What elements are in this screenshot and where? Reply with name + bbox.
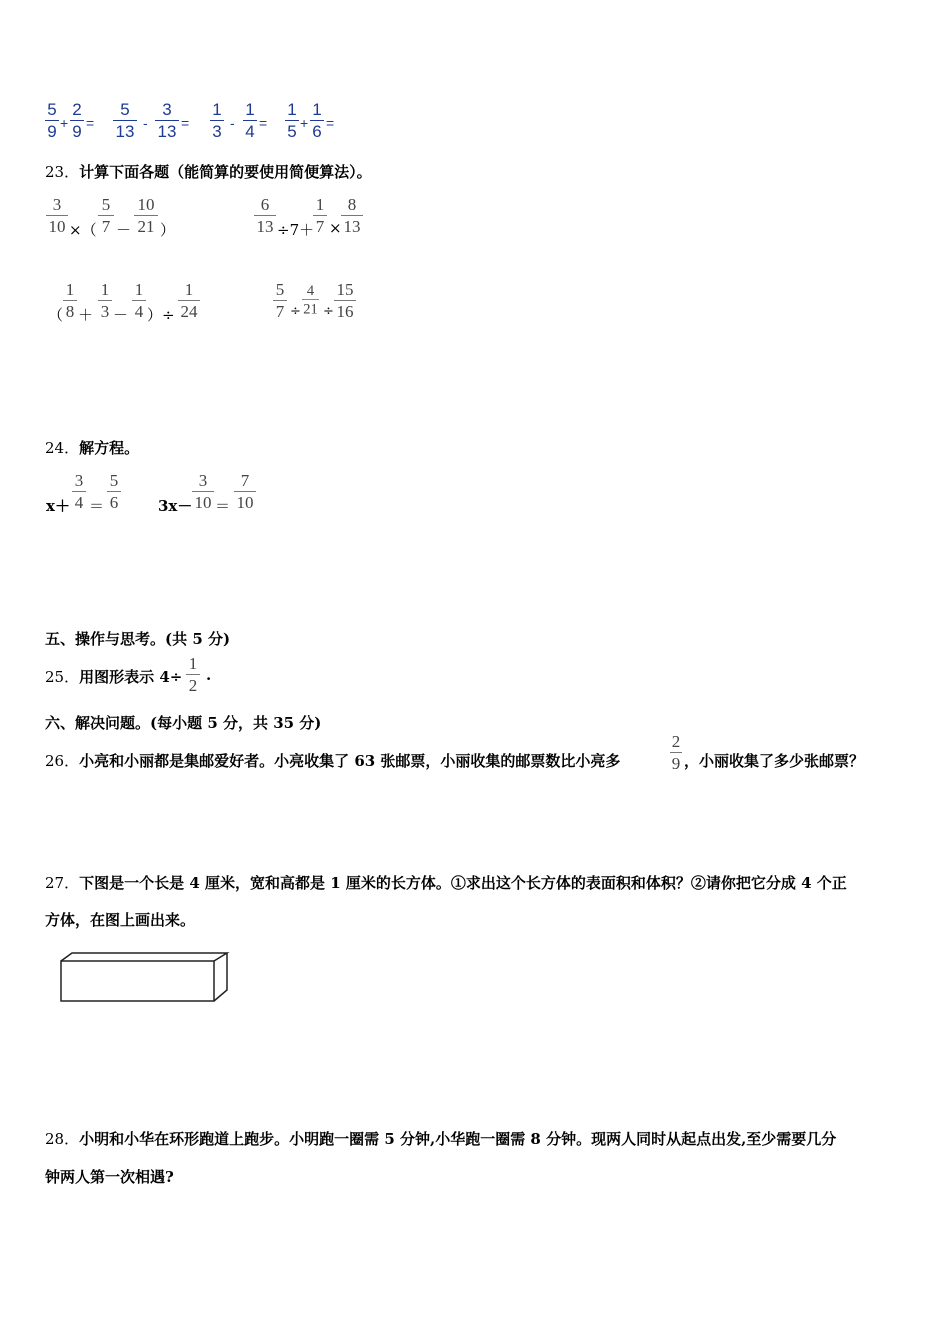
- fraction: 1 24: [178, 281, 200, 320]
- operator: －: [116, 221, 132, 239]
- question-text: 用图形表示 4÷: [79, 668, 183, 686]
- fraction: 1 4: [243, 101, 257, 140]
- equals-sign: ＝: [89, 497, 105, 515]
- fraction: 5 7: [273, 281, 287, 320]
- fraction: 3 10: [46, 196, 68, 235]
- fraction: 7 10: [234, 472, 256, 511]
- question-24: [45, 437, 139, 458]
- question-text: 下图是一个长是 4 厘米，宽和高都是 1 厘米的长方体。①求出这个长方体的表面积和体积？②请你把它分成 4 个正: [79, 874, 847, 892]
- fraction: 1 4: [132, 281, 146, 320]
- fraction: 1 2: [186, 655, 200, 694]
- question-27-line-2: 方体，在图上画出来。: [45, 911, 196, 929]
- equals-sign: =: [86, 115, 95, 131]
- operator: ÷: [323, 304, 334, 319]
- question-number: 27．: [45, 874, 80, 892]
- fraction: 5 7: [98, 196, 114, 235]
- equals-sign: =: [326, 115, 335, 131]
- question-27: [45, 872, 847, 893]
- fraction: 1 6: [310, 101, 324, 140]
- question-number: 24．: [45, 439, 80, 457]
- fraction: 3 13: [155, 101, 179, 140]
- fraction: 1 5: [285, 101, 299, 140]
- fraction: 10 21: [134, 196, 158, 235]
- section-heading-5: 五、操作与思考。(共 5 分): [45, 630, 231, 648]
- question-text: 小亮和小丽都是集邮爱好者。小亮收集了 63 张邮票，小丽收集的邮票数比小亮多: [79, 752, 621, 770]
- question-28: [45, 1128, 836, 1149]
- fraction: 6 13: [254, 196, 276, 235]
- operator: +: [300, 115, 309, 131]
- fraction: 5 6: [107, 472, 121, 511]
- operator: －: [113, 306, 129, 324]
- question-23: [45, 161, 372, 182]
- fraction: 3 10: [192, 472, 214, 511]
- cuboid-figure: [55, 940, 240, 1005]
- fraction: 1 3: [210, 101, 224, 140]
- fraction: 1 7: [313, 196, 327, 235]
- operator: （: [48, 306, 64, 324]
- question-26: [45, 750, 620, 771]
- operator: ÷: [290, 304, 301, 319]
- question-26-tail: ，小丽收集了多少张邮票？: [684, 752, 865, 770]
- fraction: 2 9: [70, 101, 84, 140]
- punctuation: .: [206, 666, 212, 684]
- operator: ）: [160, 221, 176, 239]
- fraction: 8 13: [341, 196, 363, 235]
- question-25: [45, 666, 182, 687]
- equals-sign: =: [259, 115, 268, 131]
- fraction: 1 3: [98, 281, 112, 320]
- equals-sign: ＝: [215, 497, 231, 515]
- operator: -: [143, 115, 148, 131]
- operator: ÷7＋: [277, 221, 315, 239]
- question-text: 小明和小华在环形跑道上跑步。小明跑一圈需 5 分钟,小华跑一圈需 8 分钟。现两人同时从起点出发,至少需要几分: [79, 1130, 837, 1148]
- fraction: 4 21: [303, 282, 318, 317]
- section-heading-6: 六、解决问题。(每小题 5 分，共 35 分): [45, 714, 322, 732]
- operator: -: [230, 115, 235, 131]
- question-number: 23．: [45, 163, 80, 181]
- equation-lhs: 3x－: [158, 497, 193, 515]
- question-text: 解方程。: [79, 439, 140, 457]
- question-28-line-2: 钟两人第一次相遇?: [45, 1168, 174, 1186]
- fraction: 2 9: [671, 732, 681, 773]
- question-text: 计算下面各题（能简算的要使用简便算法）。: [79, 163, 372, 181]
- cuboid-top-face: [61, 953, 227, 961]
- operator: ＋: [78, 306, 94, 324]
- fraction: 5 13: [113, 101, 137, 140]
- equation-lhs: x＋: [46, 497, 70, 515]
- question-number: 25．: [45, 668, 80, 686]
- cuboid-front-face: [61, 961, 214, 1001]
- fraction: 5 9: [45, 101, 59, 140]
- fraction: 1 8: [63, 281, 77, 320]
- operator: ×（: [69, 221, 97, 239]
- fraction: 3 4: [72, 472, 86, 511]
- operator: ）÷: [147, 306, 175, 324]
- equals-sign: =: [181, 115, 190, 131]
- question-number: 26．: [45, 752, 80, 770]
- fraction: 15 16: [334, 281, 356, 320]
- operator: +: [60, 115, 69, 131]
- question-number: 28．: [45, 1130, 80, 1148]
- operator: ×: [329, 219, 342, 237]
